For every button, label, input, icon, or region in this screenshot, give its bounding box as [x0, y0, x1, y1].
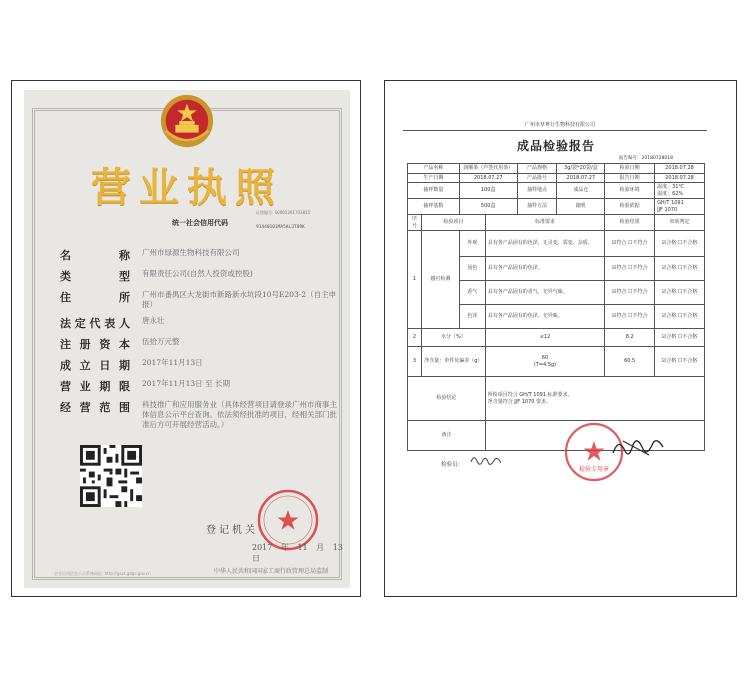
judge-option-yes: ☑合格	[661, 240, 677, 247]
business-license-frame	[11, 80, 361, 597]
inspector-signature-icon	[469, 452, 503, 468]
table-row	[408, 231, 705, 257]
judge-option-yes: ☑合格	[661, 313, 677, 320]
row-index: 3	[408, 347, 422, 377]
row-result: 60.5	[605, 347, 655, 377]
header-divider	[403, 130, 707, 131]
result-option-yes: ☑符合	[611, 240, 627, 247]
row-requirement: 具有各产品固有的香气，无异气味。	[485, 281, 605, 305]
license-serial-number: 证照编号: S0061201703815	[256, 210, 311, 215]
national-emblem-icon	[158, 92, 216, 150]
report-title: 成品检验报告	[516, 139, 595, 153]
field-label: 注册资本	[60, 338, 130, 351]
row-judge	[655, 305, 705, 329]
judge-option-no: ☐不合格	[677, 313, 698, 320]
field-row-capital	[60, 336, 340, 357]
registration-authority: 登记机关	[206, 525, 258, 536]
row-judge	[655, 347, 705, 377]
info-label: 报告日期	[605, 173, 655, 183]
remark-label: 备注	[408, 421, 486, 451]
result-option-no: ☐不符合	[627, 240, 648, 247]
judge-option-no: ☐不合格	[677, 240, 698, 247]
field-value: 2017年11月13日 至 长期	[142, 379, 230, 388]
header-req: 标准要求	[485, 215, 605, 231]
business-license	[24, 90, 350, 588]
info-value: 3g/袋*20袋/盒	[557, 164, 605, 174]
row-result	[605, 305, 655, 329]
footer-website: 企业信用信息公示系统网址: http://gsxt.gdgs.gov.cn	[54, 571, 151, 576]
info-row	[408, 173, 705, 183]
result-option-yes: ☑符合	[611, 313, 627, 320]
field-row-legal-rep	[60, 315, 340, 336]
info-value: 随机	[557, 199, 605, 215]
info-value: 润顺茶（芦荟代用茶）	[459, 164, 517, 174]
info-row	[408, 199, 705, 215]
inspector-label: 检验员：	[441, 462, 464, 468]
report-table	[407, 163, 705, 451]
info-label: 产品批号	[517, 173, 557, 183]
field-label: 经营范围	[60, 401, 130, 414]
conclusion-text: 所检项目符合 GH/T 1091 标准要求。 净含量符合 JJF 1070 要求。	[485, 377, 704, 421]
table-row	[408, 329, 705, 347]
seal-text: 检验专用章	[578, 466, 610, 473]
info-value: 2018.07.28	[655, 173, 705, 183]
row-item: 净含量：单件负偏差（g）	[421, 347, 485, 377]
info-row	[408, 183, 705, 199]
info-value: 成品仓	[557, 183, 605, 199]
field-label: 名称	[60, 249, 130, 262]
judge-option-no: ☐不合格	[677, 334, 698, 341]
field-value: 唐永壮	[142, 316, 165, 325]
info-label: 产品规格	[517, 164, 557, 174]
credit-code: 91440101MA5AL3T89K	[256, 225, 305, 230]
registration-date: 2017 年 11 月 13 日	[252, 543, 343, 563]
judge-option-yes: ☑合格	[661, 289, 677, 296]
info-value: 2018.07.27	[459, 173, 517, 183]
row-requirement: 具有各产品固有的色泽，无异味。	[485, 305, 605, 329]
license-title: 营业执照	[91, 164, 283, 211]
info-label: 检验依据	[605, 199, 655, 215]
row-requirement: 60 (T=4.5g)	[485, 347, 605, 377]
info-value: 2018.07.28	[655, 164, 705, 174]
field-value: 伍拾万元整	[142, 337, 180, 346]
field-value: 广州市绿源生物科技有限公司	[142, 248, 240, 257]
field-row-name	[60, 247, 340, 268]
field-label: 类型	[60, 270, 130, 283]
field-label: 成立日期	[60, 359, 130, 372]
row-subitem: 外观	[459, 231, 485, 257]
info-label: 抽样基数	[408, 199, 460, 215]
field-label: 住所	[60, 291, 130, 304]
info-value: 100盒	[459, 183, 517, 199]
table-header	[408, 215, 705, 231]
info-row	[408, 164, 705, 174]
row-item: 水分（%）	[421, 329, 485, 347]
judge-option-no: ☐不合格	[677, 265, 698, 272]
info-label: 抽样地点	[517, 183, 557, 199]
reviewer-signature-icon	[609, 433, 667, 461]
info-label: 抽样方法	[517, 199, 557, 215]
row-result	[605, 257, 655, 281]
field-row-term	[60, 378, 340, 399]
row-index: 2	[408, 329, 422, 347]
table-row	[408, 347, 705, 377]
info-value: 500盒	[459, 199, 517, 215]
field-label: 营业期限	[60, 380, 130, 393]
header-no: 序号	[408, 215, 422, 231]
row-requirement: 具有各产品固有的色泽。	[485, 257, 605, 281]
result-option-no: ☐不符合	[627, 289, 648, 296]
judge-option-yes: ☑合格	[661, 334, 677, 341]
row-result: 8.2	[605, 329, 655, 347]
info-label: 检验日期	[605, 164, 655, 174]
field-value: 广州市番禺区大龙街市新路新水坑段10号E203-2（自主申报）	[142, 290, 337, 309]
info-label: 生产日期	[408, 173, 460, 183]
row-subitem: 香气	[459, 281, 485, 305]
header-judge: 单项判定	[655, 215, 705, 231]
field-label: 法定代表人	[60, 317, 130, 330]
row-judge	[655, 329, 705, 347]
header-result: 检验结果	[605, 215, 655, 231]
row-judge	[655, 257, 705, 281]
row-index: 1	[408, 231, 422, 329]
inspection-report	[391, 97, 731, 575]
info-value: 温度：31℃ 湿度：62%	[655, 183, 705, 199]
row-requirement: ≤12	[485, 329, 605, 347]
qr-code-icon	[80, 445, 142, 507]
header-item: 检验项目	[421, 215, 485, 231]
info-label: 产品名称	[408, 164, 460, 174]
field-row-address	[60, 289, 340, 315]
row-result	[605, 231, 655, 257]
footer-supervisor: 中华人民共和国国家工商行政管理总局监制	[214, 568, 329, 575]
info-label: 检验环境	[605, 183, 655, 199]
conclusion-row	[408, 377, 705, 421]
row-requirement: 具有各产品固有的色泽，无灵变、霉变、杂质。	[485, 231, 605, 257]
report-company: 广州市草粤行生物科技有限公司	[525, 122, 596, 128]
field-row-type	[60, 268, 340, 289]
license-fields	[60, 247, 340, 455]
credit-code-label: 统一社会信用代码	[172, 219, 228, 227]
judge-option-yes: ☑合格	[661, 358, 677, 365]
info-value: GH/T 1091 JJF 1070	[655, 199, 705, 215]
info-label: 抽样数量	[408, 183, 460, 199]
row-subitem: 汤色	[459, 257, 485, 281]
result-option-no: ☐不符合	[627, 265, 648, 272]
field-value: 科技推广和应用服务业（具体经营项目请登录广州市商事主体信息公示平台查询。依法须经批准的项目，经相关部门批准后方可开展经营活动。）	[142, 400, 337, 429]
field-value: 2017年11月13日	[142, 358, 203, 367]
row-judge	[655, 231, 705, 257]
result-option-yes: ☑符合	[611, 289, 627, 296]
report-number: 报告编号：20180728018	[619, 156, 673, 161]
result-option-no: ☐不符合	[627, 313, 648, 320]
conclusion-label: 检验结论	[408, 377, 486, 421]
inspection-report-frame	[384, 80, 737, 597]
judge-option-yes: ☑合格	[661, 265, 677, 272]
row-subitem: 色泽	[459, 305, 485, 329]
row-result	[605, 281, 655, 305]
field-row-founded	[60, 357, 340, 378]
info-value: 2018.07.27	[557, 173, 605, 183]
field-value: 有限责任公司(自然人投资或控股)	[142, 269, 253, 278]
result-option-yes: ☑符合	[611, 265, 627, 272]
row-item: 感官检测	[421, 231, 459, 329]
row-judge	[655, 281, 705, 305]
judge-option-no: ☐不合格	[677, 289, 698, 296]
judge-option-no: ☐不合格	[677, 358, 698, 365]
